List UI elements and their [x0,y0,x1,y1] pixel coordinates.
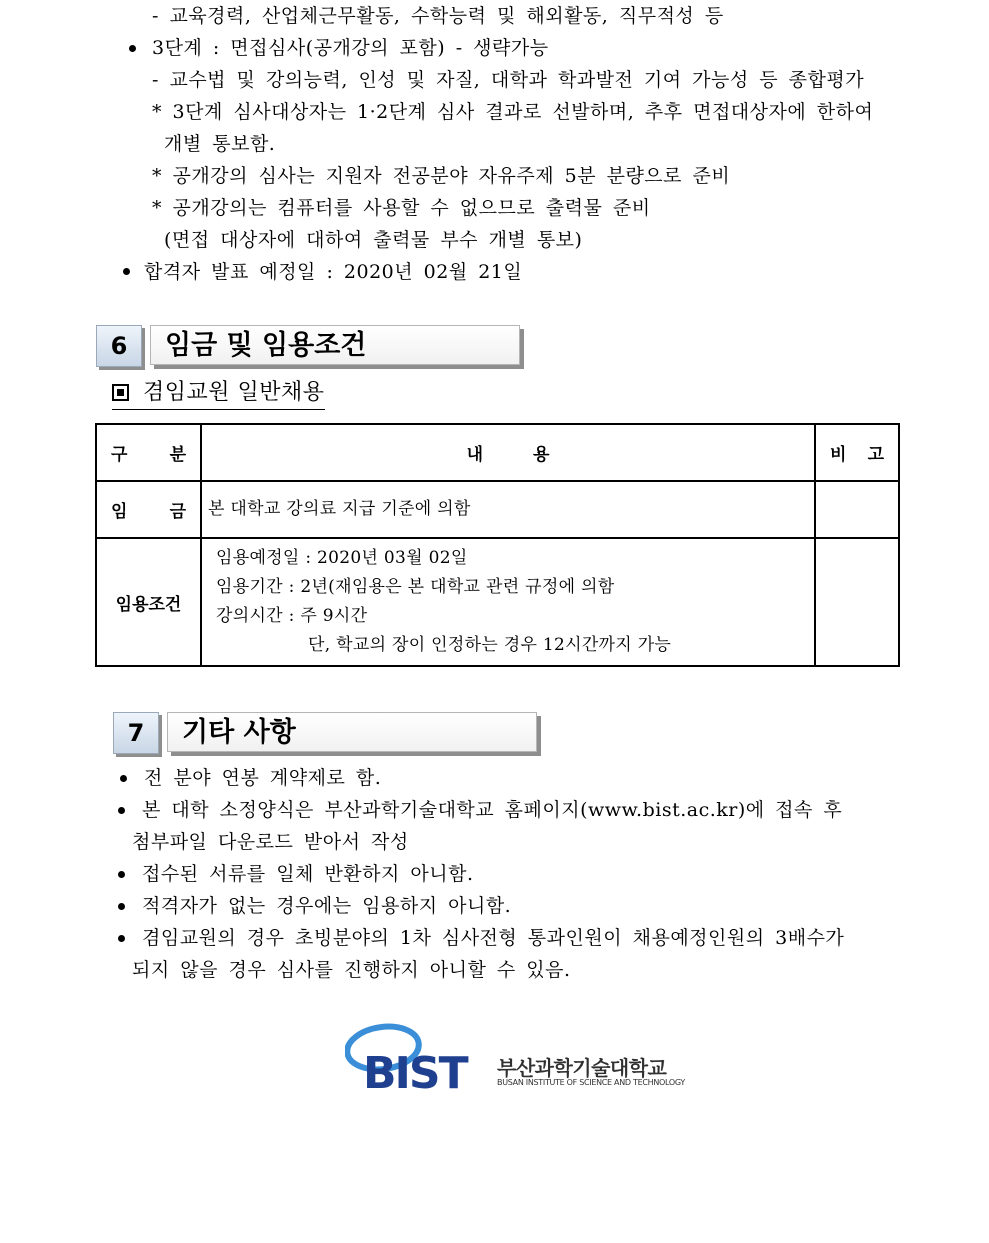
square-bullet-icon [112,384,129,401]
text-line-announce-date: 합격자 발표 예정일 : 2020년 02월 21일 [144,261,523,283]
row-content-wage: 본 대학교 강의료 지급 기준에 의함 [201,481,815,538]
text-line-no-return: 접수된 서류를 일체 반환하지 아니함. [142,863,474,885]
university-english-name: BUSAN INSTITUTE OF SCIENCE AND TECHNOLOGY [497,1078,685,1087]
bullet-dot [118,935,125,942]
text-line-adjunct: 겸임교원의 경우 초빙분야의 1차 심사전형 통과인원이 채용예정인원의 3배수가 [142,927,845,949]
university-korean-name: 부산과학기술대학교 [497,1056,667,1080]
text-line-contract: 전 분야 연봉 계약제로 함. [144,767,382,789]
university-logo [345,1022,685,1094]
subsection-title-text: 겸임교원 일반채용 [143,380,325,405]
row-remarks-conditions [815,538,899,666]
conditions-table [95,423,900,667]
text-line-education: - 교육경력, 산업체근무활동, 수학능력 및 해외활동, 직무적성 등 [152,5,724,27]
subsection-title [112,378,325,410]
bullet-dot [120,775,127,782]
row-label-wage: 임 금 [96,481,201,538]
header-content: 내 용 [201,424,815,481]
header-remarks: 비 고 [815,424,899,481]
text-line-no-qualified: 적격자가 없는 경우에는 임용하지 아니함. [142,895,512,917]
bullet-dot [118,871,125,878]
table-row [96,481,899,538]
text-line-lecture-note: * 공개강의 심사는 지원자 전공분야 자유주제 5분 분량으로 준비 [152,165,731,187]
text-line-stage3-note: * 3단계 심사대상자는 1·2단계 심사 결과로 선발하며, 추후 면접대상자에 한하여 [152,101,874,123]
bullet-dot [129,45,136,52]
section-title: 임금 및 임용조건 [150,325,520,365]
bist-logo-mark [345,1022,490,1094]
section-7-header [113,712,543,758]
header-category: 구 분 [96,424,201,481]
table-row [96,538,899,666]
row-label-conditions: 임용조건 [96,538,201,666]
row-content-conditions: 임용예정일 : 2020년 03월 02일 임용기간 : 2년(재임용은 본 대학교 관련 규정에 의함 강의시간 : 주 9시간 단, 학교의 장이 인정하는 경우 12시간까지 가능 [201,538,815,666]
text-line-notify: 개별 통보함. [164,133,276,155]
section-number: 7 [113,712,159,754]
section-title: 기타 사항 [167,712,537,752]
text-line-printout-note: * 공개강의는 컴퓨터를 사용할 수 없으므로 출력물 준비 [152,197,651,219]
text-line-stage3: 3단계 : 면접심사(공개강의 포함) - 생략가능 [152,37,549,59]
section-number: 6 [96,325,142,367]
text-line-form-cont: 첨부파일 다운로드 받아서 작성 [132,831,409,853]
row-remarks-wage [815,481,899,538]
text-line-teaching: - 교수법 및 강의능력, 인성 및 자질, 대학과 학과발전 기여 가능성 등 종합평가 [152,69,865,91]
bullet-dot [118,903,125,910]
bullet-dot [118,807,125,814]
bullet-dot [123,268,130,275]
text-line-form: 본 대학 소정양식은 부산과학기술대학교 홈페이지(www.bist.ac.kr)에 접속 후 [142,799,843,821]
text-line-adjunct-cont: 되지 않을 경우 심사를 진행하지 아니할 수 있음. [132,959,571,981]
text-line-printout-notify: (면접 대상자에 대하여 출력물 부수 개별 통보) [164,229,583,251]
svg-text:BIST: BIST [363,1048,467,1094]
table-header-row [96,424,899,481]
section-6-header [96,325,526,371]
